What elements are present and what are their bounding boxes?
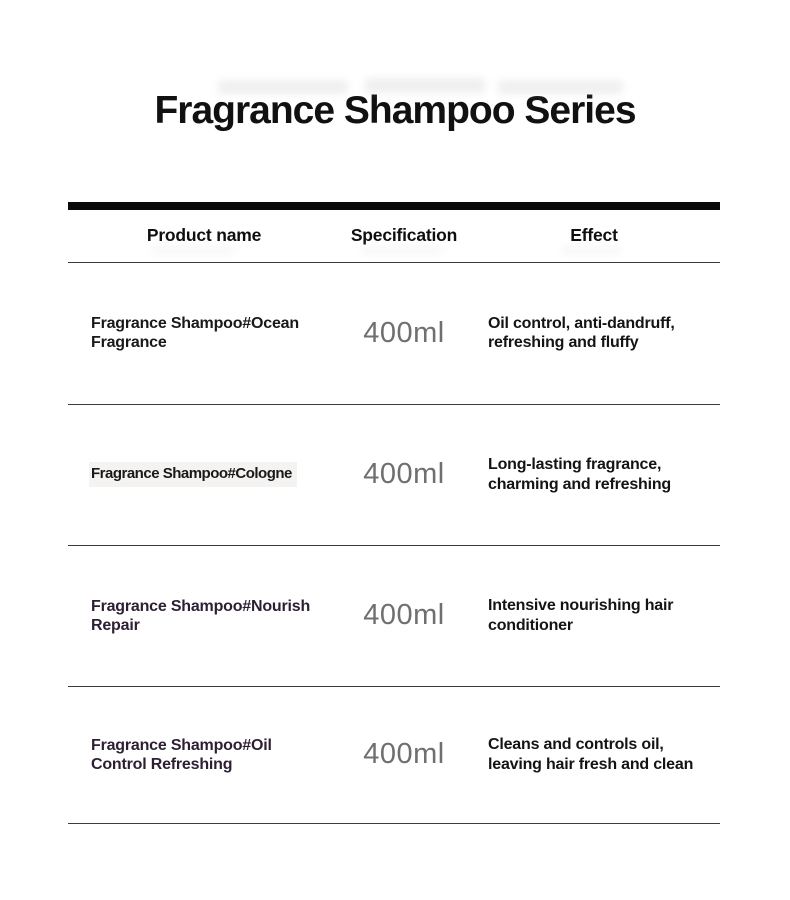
product-name-line: Repair (91, 616, 140, 634)
page-title: Fragrance Shampoo Series (154, 89, 636, 132)
product-name (68, 462, 340, 487)
table-row (68, 263, 720, 405)
product-table (68, 202, 720, 824)
product-effect (468, 735, 720, 774)
column-header-effect: Effect (570, 225, 618, 246)
product-name-line: Fragrance Shampoo#Oil (91, 736, 272, 754)
product-effect-line: Intensive nourishing hair (488, 597, 674, 615)
product-name (68, 736, 340, 774)
table-header-row (68, 210, 720, 263)
product-effect-line: conditioner (488, 616, 573, 634)
product-specification: 400ml (363, 738, 445, 771)
product-effect-line: Oil control, anti-dandruff, (488, 314, 675, 332)
product-name (68, 314, 340, 352)
product-name-line: Control Refreshing (91, 755, 233, 773)
product-effect-line: leaving hair fresh and clean (488, 755, 694, 773)
product-effect-line: refreshing and fluffy (488, 334, 639, 352)
table-row (68, 546, 720, 687)
ghost-artifact (152, 246, 234, 254)
ghost-artifact (498, 80, 623, 94)
product-name-line: Fragrance Shampoo#Cologne (89, 462, 297, 487)
product-effect (468, 596, 720, 635)
ghost-artifact (218, 80, 348, 94)
product-specification: 400ml (363, 599, 445, 632)
product-effect (468, 455, 720, 494)
column-header-product-name: Product name (146, 225, 262, 246)
product-name-line: Fragrance Shampoo#Nourish (91, 597, 311, 615)
product-name-line: Fragrance (91, 334, 167, 352)
ghost-artifact (562, 246, 620, 254)
product-name-line: Fragrance Shampoo#Ocean (91, 315, 299, 333)
product-effect-line: charming and refreshing (488, 475, 671, 493)
product-name (68, 597, 340, 635)
product-effect-line: Cleans and controls oil, (488, 736, 664, 754)
product-effect-line: Long-lasting fragrance, (488, 456, 662, 474)
product-specification: 400ml (363, 316, 445, 349)
ghost-artifact (365, 78, 485, 93)
product-specification: 400ml (363, 458, 445, 491)
column-header-specification: Specification (350, 225, 458, 246)
table-row (68, 687, 720, 824)
table-row (68, 405, 720, 546)
product-effect (468, 314, 720, 353)
ghost-artifact (362, 246, 442, 254)
